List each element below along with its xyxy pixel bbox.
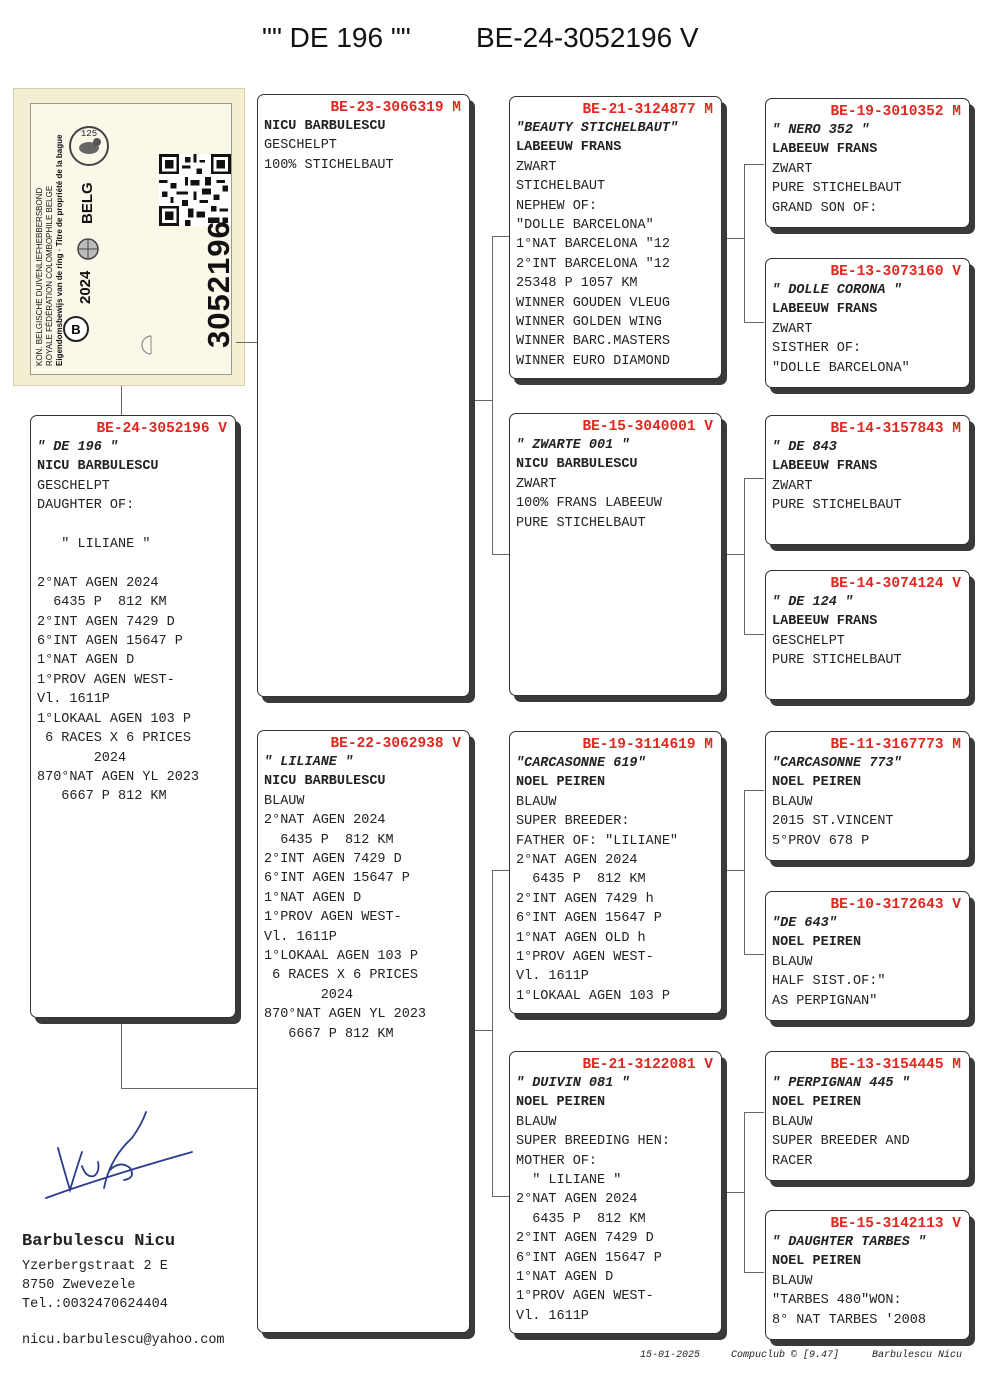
card-line: GESCHELPT xyxy=(772,633,845,649)
breeder-name: NICU BARBULESCU xyxy=(264,774,386,790)
ring-number: BE-24-3052196 V xyxy=(96,421,227,437)
card-line: 1°LOKAAL AGEN 103 P xyxy=(37,711,191,727)
card-line: AS PERPIGNAN" xyxy=(772,993,878,1009)
card-line: ZWART xyxy=(772,161,813,177)
card-line: "TARBES 480"WON: xyxy=(772,1293,902,1309)
ring-number: BE-19-3114619 M xyxy=(582,737,713,753)
breeder-name: NICU BARBULESCU xyxy=(37,459,159,475)
ring-card-country: BELG xyxy=(79,182,96,224)
connector-line xyxy=(492,870,493,1196)
card-dam-sire-sire xyxy=(765,731,970,861)
connector-line xyxy=(722,554,744,555)
card-line: ZWART xyxy=(772,321,813,337)
card-line: HALF SIST.OF:" xyxy=(772,974,886,990)
pigeon-name: " DAUGHTER TARBES " xyxy=(772,1235,926,1250)
breeder-name: NICU BARBULESCU xyxy=(264,119,386,134)
owner-email[interactable]: nicu.barbulescu@yahoo.com xyxy=(22,1333,225,1348)
card-line: BLAUW xyxy=(516,794,557,810)
card-line: PURE STICHELBAUT xyxy=(772,181,902,197)
pigeon-name: "DE 643" xyxy=(772,916,837,931)
card-line: BLAUW xyxy=(516,1114,557,1130)
card-line: 870°NAT AGEN YL 2023 xyxy=(264,1007,427,1023)
card-line: GESCHELPT xyxy=(37,478,110,494)
connector-line xyxy=(744,1112,745,1272)
ring-number: BE-13-3073160 V xyxy=(830,264,961,280)
connector-line xyxy=(722,1192,744,1193)
owner-phone: Tel.:0032470624404 xyxy=(22,1297,168,1312)
owner-city: 8750 Zwevezele xyxy=(22,1278,136,1293)
pigeon-ring-title: BE-24-3052196 V xyxy=(476,22,699,53)
svg-text:B: B xyxy=(71,322,81,337)
connector-line xyxy=(722,870,744,871)
print-date: 15-01-2025 xyxy=(640,1350,701,1361)
ring-number: BE-19-3010352 M xyxy=(830,104,961,120)
ring-number: BE-21-3122081 V xyxy=(582,1057,713,1073)
ring-ownership-card xyxy=(13,88,245,386)
card-line: 5°PROV 678 P xyxy=(772,833,870,849)
card-line: 100% STICHELBAUT xyxy=(264,157,394,173)
connector-line xyxy=(121,386,122,418)
pigeon-name: "CARCASONNE 773" xyxy=(772,756,902,771)
card-line: 1°NAT BARCELONA "12 xyxy=(516,237,670,253)
card-line: BLAUW xyxy=(264,793,305,809)
connector-line xyxy=(492,1196,509,1197)
connector-line xyxy=(722,238,744,239)
card-line: ZWART xyxy=(516,159,557,175)
card-line: 1°NAT AGEN OLD h xyxy=(516,930,646,946)
card-line: 6667 P 812 KM xyxy=(264,1026,394,1042)
card-line: GESCHELPT xyxy=(264,138,337,154)
ring-number: BE-23-3066319 M xyxy=(330,100,461,116)
card-line: 2°INT BARCELONA "12 xyxy=(516,256,670,272)
card-line: 2024 xyxy=(264,987,354,1003)
card-line: 1°NAT AGEN D xyxy=(37,653,135,669)
card-dam-sire xyxy=(509,731,722,1014)
ring-card-number: 3052196 xyxy=(201,220,236,348)
card-line: MOTHER OF: xyxy=(516,1153,598,1169)
card-line: ZWART xyxy=(516,476,557,492)
qr-code-icon xyxy=(159,154,231,226)
card-line: 2°NAT AGEN 2024 xyxy=(264,813,386,829)
connector-line xyxy=(744,322,764,323)
card-line: 100% FRANS LABEEUW xyxy=(516,496,662,512)
connector-line xyxy=(744,790,745,954)
card-line: 6667 P 812 KM xyxy=(37,789,167,805)
card-line: 6°INT AGEN 15647 P xyxy=(264,871,410,887)
card-line: PURE STICHELBAUT xyxy=(772,653,902,669)
ring-card-year: 2024 xyxy=(77,270,94,304)
connector-line xyxy=(470,1030,492,1031)
card-line: " LILIANE " xyxy=(516,1173,622,1189)
footer-user: Barbulescu Nicu xyxy=(872,1350,963,1361)
card-line: NEPHEW OF: xyxy=(516,198,598,214)
card-line: SUPER BREEDER: xyxy=(516,814,630,830)
card-line: WINNER GOUDEN VLEUG xyxy=(516,295,670,311)
pigeon-emblem-icon xyxy=(65,122,115,172)
ring-number: BE-15-3040001 V xyxy=(582,419,713,435)
breeder-name: LABEEUW FRANS xyxy=(772,302,878,318)
card-line: 1°NAT AGEN D xyxy=(264,890,362,906)
ring-number: BE-10-3172643 V xyxy=(830,897,961,913)
pigeon-name-title: "" DE 196 "" xyxy=(262,22,411,53)
card-sire-sire-sire xyxy=(765,98,970,228)
software-credit: Compuclub © [9.47] xyxy=(731,1350,840,1361)
ring-card-title: Eigendomsbewijs van de ring · Titre de propriété de la bague xyxy=(55,134,64,366)
card-line: WINNER BARC.MASTERS xyxy=(516,334,670,350)
connector-line xyxy=(492,236,509,237)
card-line: 2°NAT AGEN 2024 xyxy=(37,575,159,591)
connector-line xyxy=(744,1112,764,1113)
pigeon-name: " DE 196 " xyxy=(37,440,119,455)
ring-number: BE-14-3157843 M xyxy=(830,421,961,437)
signature-icon xyxy=(40,1108,200,1203)
breeder-name: NICU BARBULESCU xyxy=(516,457,638,473)
card-line: PURE STICHELBAUT xyxy=(516,515,646,531)
card-dam xyxy=(257,730,470,1333)
ring-card-globe-icon xyxy=(73,234,103,264)
card-subject xyxy=(30,415,236,1018)
card-line: DAUGHTER OF: xyxy=(37,498,135,514)
pigeon-name: " DE 843 xyxy=(772,440,837,455)
breeder-name: LABEEUW FRANS xyxy=(772,142,878,158)
card-sire-dam xyxy=(509,413,722,696)
ring-card-frame xyxy=(30,103,236,375)
card-line: 6435 P 812 KM xyxy=(516,872,646,888)
card-line: 1°PROV AGEN WEST- xyxy=(264,910,402,926)
card-line: SUPER BREEDING HEN: xyxy=(516,1134,670,1150)
card-line: 870°NAT AGEN YL 2023 xyxy=(37,769,200,785)
connector-line xyxy=(744,164,764,165)
federation-logo-icon xyxy=(61,314,91,344)
pigeon-name: " DUIVIN 081 " xyxy=(516,1076,630,1091)
connector-line xyxy=(744,634,764,635)
card-line: 1°PROV AGEN WEST- xyxy=(516,950,654,966)
connector-line xyxy=(492,870,509,871)
card-line xyxy=(37,554,229,573)
connector-line xyxy=(744,478,745,634)
connector-line xyxy=(470,400,492,401)
card-line: 2°NAT AGEN 2024 xyxy=(516,853,638,869)
card-line: FATHER OF: "LILIANE" xyxy=(516,833,679,849)
ring-card-federation-nl: KON. BELGISCHE DUIVENLIEFHEBBERSBOND xyxy=(35,187,44,366)
card-sire xyxy=(257,94,470,697)
card-line: 6435 P 812 KM xyxy=(516,1211,646,1227)
connector-line xyxy=(744,954,764,955)
pigeon-name: " ZWARTE 001 " xyxy=(516,438,630,453)
card-line: 2024 xyxy=(37,750,127,766)
card-line: 25348 P 1057 KM xyxy=(516,276,638,292)
connector-line xyxy=(236,342,257,343)
owner-name: Barbulescu Nicu xyxy=(22,1232,176,1251)
card-line: BLAUW xyxy=(772,1114,813,1130)
connector-line xyxy=(744,790,764,791)
connector-line xyxy=(121,1018,122,1088)
card-line: 2°INT AGEN 7429 D xyxy=(264,852,402,868)
ring-number: BE-13-3154445 M xyxy=(830,1057,961,1073)
card-line: Vl. 1611P xyxy=(37,692,110,708)
card-line: 6 RACES X 6 PRICES xyxy=(37,731,191,747)
pigeon-name: " PERPIGNAN 445 " xyxy=(772,1076,910,1091)
breeder-name: NOEL PEIREN xyxy=(516,1095,606,1111)
card-line: "DOLLE BARCELONA" xyxy=(772,360,910,376)
card-line: WINNER EURO DIAMOND xyxy=(516,353,670,369)
breeder-name: LABEEUW FRANS xyxy=(772,459,878,475)
card-line: ZWART xyxy=(772,478,813,494)
pigeon-name: " NERO 352 " xyxy=(772,123,870,138)
ring-number: BE-22-3062938 V xyxy=(330,736,461,752)
card-line: 6°INT AGEN 15647 P xyxy=(516,911,662,927)
card-line: PURE STICHELBAUT xyxy=(772,498,902,514)
card-line: STICHELBAUT xyxy=(516,179,606,195)
card-dam-dam-sire xyxy=(765,1051,970,1181)
card-line: 2°INT AGEN 7429 D xyxy=(37,614,175,630)
ring-card-federation-fr: ROYALE FÉDÉRATION COLOMBOPHILE BELGE xyxy=(45,185,54,366)
card-line: BLAUW xyxy=(772,794,813,810)
card-line: RACER xyxy=(772,1153,813,1169)
ring-number: BE-11-3167773 M xyxy=(830,737,961,753)
card-line: BLAUW xyxy=(772,954,813,970)
connector-line xyxy=(744,1272,764,1273)
card-line: 8° NAT TARBES '2008 xyxy=(772,1312,926,1328)
pigeon-name: " LILIANE " xyxy=(264,755,354,770)
card-line: Vl. 1611P xyxy=(516,1308,589,1324)
ring-number: BE-14-3074124 V xyxy=(830,576,961,592)
pigeon-name: " DOLLE CORONA " xyxy=(772,283,902,298)
card-line: 6 RACES X 6 PRICES xyxy=(264,968,418,984)
card-line: GRAND SON OF: xyxy=(772,200,878,216)
card-line: SISTHER OF: xyxy=(772,341,862,357)
punch-hole-icon xyxy=(135,332,161,358)
card-line: 2°INT AGEN 7429 D xyxy=(516,1231,654,1247)
card-line: 6435 P 812 KM xyxy=(37,595,167,611)
breeder-name: LABEEUW FRANS xyxy=(772,614,878,630)
card-line: 1°PROV AGEN WEST- xyxy=(37,672,175,688)
pigeon-name: "CARCASONNE 619" xyxy=(516,756,646,771)
ring-number: BE-21-3124877 M xyxy=(582,102,713,118)
card-line: BLAUW xyxy=(772,1273,813,1289)
card-sire-dam-sire xyxy=(765,415,970,545)
card-line: " LILIANE " xyxy=(37,537,151,553)
card-line: "DOLLE BARCELONA" xyxy=(516,218,654,234)
card-line: 2°INT AGEN 7429 h xyxy=(516,891,654,907)
card-line: 1°NAT AGEN D xyxy=(516,1270,614,1286)
card-line: Vl. 1611P xyxy=(264,929,337,945)
breeder-name: NOEL PEIREN xyxy=(516,775,606,791)
pigeon-name: " DE 124 " xyxy=(772,595,854,610)
card-dam-sire-dam xyxy=(765,891,970,1021)
card-sire-dam-dam xyxy=(765,570,970,700)
pigeon-name: "BEAUTY STICHELBAUT" xyxy=(516,121,679,136)
card-line: 1°LOKAAL AGEN 103 P xyxy=(516,988,670,1004)
breeder-name: NOEL PEIREN xyxy=(772,775,862,791)
connector-line xyxy=(492,236,493,554)
card-line: WINNER GOLDEN WING xyxy=(516,315,662,331)
connector-line xyxy=(121,1088,257,1089)
card-dam-dam-dam xyxy=(765,1210,970,1340)
breeder-name: LABEEUW FRANS xyxy=(516,140,622,156)
owner-street: Yzerbergstraat 2 E xyxy=(22,1259,168,1274)
connector-line xyxy=(744,164,745,322)
card-line: 1°LOKAAL AGEN 103 P xyxy=(264,949,418,965)
card-sire-sire-dam xyxy=(765,258,970,388)
card-line: SUPER BREEDER AND xyxy=(772,1134,910,1150)
connector-line xyxy=(492,554,509,555)
card-line: 6°INT AGEN 15647 P xyxy=(516,1250,662,1266)
card-line: 6°INT AGEN 15647 P xyxy=(37,634,183,650)
card-line: Vl. 1611P xyxy=(516,969,589,985)
card-line: 2°NAT AGEN 2024 xyxy=(516,1192,638,1208)
breeder-name: NOEL PEIREN xyxy=(772,935,862,951)
card-line: 6435 P 812 KM xyxy=(264,832,394,848)
breeder-name: NOEL PEIREN xyxy=(772,1254,862,1270)
card-sire-sire xyxy=(509,96,722,379)
card-dam-dam xyxy=(509,1051,722,1334)
breeder-name: NOEL PEIREN xyxy=(772,1095,862,1111)
ring-number: BE-15-3142113 V xyxy=(830,1216,961,1232)
connector-line xyxy=(744,478,764,479)
svg-text:125: 125 xyxy=(80,129,98,139)
card-line: 2015 ST.VINCENT xyxy=(772,814,894,830)
card-line xyxy=(37,516,229,535)
card-line: 1°PROV AGEN WEST- xyxy=(516,1289,654,1305)
